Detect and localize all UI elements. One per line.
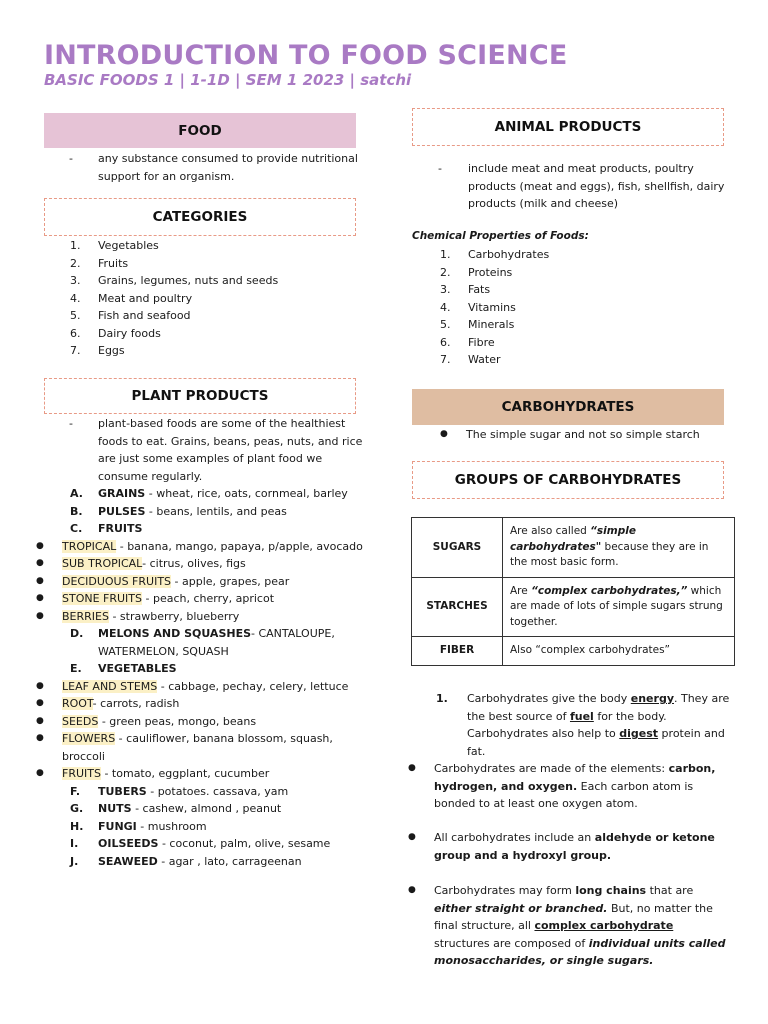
plant-item-fruits: C. FRUITS: [70, 522, 143, 535]
plant-item-seaweed: J. SEAWEED - agar , lato, carrageenan: [70, 854, 302, 868]
dash-marker: -: [438, 162, 442, 175]
table-row: STARCHES Are “complex carbohydrates,” which are made of lots of simple sugars strung together.: [412, 577, 735, 637]
list-item: 4. Meat and poultry: [70, 291, 193, 305]
list-item: ● ROOT- carrots, radish: [36, 697, 180, 710]
plant-item-nuts: G. NUTS - cashew, almond , peanut: [70, 802, 282, 815]
list-item: 1. Vegetables: [70, 239, 159, 252]
food-definition-text: any substance consumed to provide nutritional support for an organism.: [98, 152, 358, 183]
carb-note-elements: ● Carbohydrates are made of the elements: carbon, hydrogen, and oxygen. Each carbon atom is bonded to at least one oxygen atom.: [408, 762, 716, 810]
list-item: 7. Eggs: [70, 344, 125, 357]
page-subtitle: BASIC FOODS 1 | 1-1D | SEM 1 2023 | satchi: [44, 71, 412, 89]
plant-intro: [36, 415, 366, 485]
list-item: 4. Vitamins: [440, 300, 516, 314]
list-item: 2. Fruits: [70, 256, 129, 270]
list-item: 6. Dairy foods: [70, 326, 161, 340]
chemical-properties-heading: Chemical Properties of Foods:: [412, 230, 589, 242]
food-heading: FOOD: [44, 113, 356, 148]
list-item: ● DECIDUOUS FRUITS - apple, grapes, pear: [36, 574, 290, 588]
plant-item-pulses: B. PULSES - beans, lentils, and peas: [70, 504, 287, 518]
list-item: 6. Fibre: [440, 335, 495, 349]
carb-note-groups: ● All carbohydrates include an aldehyde or ketone group and a hydroxyl group.: [408, 831, 715, 862]
carbohydrate-groups-table: [411, 517, 735, 666]
carbohydrates-intro: ● The simple sugar and not so simple starch: [440, 426, 730, 444]
plant-products-heading: PLANT PRODUCTS: [44, 378, 356, 414]
plant-item-grains: A. GRAINS - wheat, rice, oats, cornmeal, barley: [70, 487, 348, 500]
list-item: ● BERRIES - strawberry, blueberry: [36, 609, 240, 623]
list-item: ● TROPICAL - banana, mango, papaya, p/apple, avocado: [36, 539, 363, 553]
food-definition: [44, 150, 360, 185]
list-item: 7. Water: [440, 353, 501, 366]
list-item: ● FLOWERS - cauliflower, banana blossom, squash, broccoli: [36, 732, 333, 763]
animal-products-heading: ANIMAL PRODUCTS: [412, 108, 724, 146]
carb-note-energy: 1. Carbohydrates give the body energy. They are the best source of fuel for the body. Carbohydrates also help to digest protein and fat.: [436, 692, 730, 758]
carb-note-structure: ● Carbohydrates may form long chains that are either straight or branched. But, no matter the final structure, all complex carbohydrate structures are composed of individual units called monosaccharides, or single sugars.: [408, 884, 726, 967]
list-item: 1. Carbohydrates: [440, 248, 550, 261]
plant-item-oilseeds: I. OILSEEDS - coconut, palm, olive, sesame: [70, 837, 331, 850]
dash-marker: -: [69, 417, 73, 430]
plant-item-fungi: H. FUNGI - mushroom: [70, 819, 207, 833]
list-item: ● SEEDS - green peas, mongo, beans: [36, 714, 257, 728]
list-item: ● FRUITS - tomato, eggplant, cucumber: [36, 767, 270, 780]
categories-list: [70, 237, 350, 360]
list-item: 3. Fats: [440, 283, 491, 296]
chemical-properties-list: [440, 246, 720, 369]
carbohydrates-heading: CARBOHYDRATES: [412, 389, 724, 425]
list-item: ● SUB TROPICAL- citrus, olives, figs: [36, 557, 246, 570]
bullet-marker: ●: [440, 429, 448, 439]
list-item: 2. Proteins: [440, 265, 513, 279]
list-item: ● STONE FRUITS - peach, cherry, apricot: [36, 592, 275, 605]
animal-products-text: - include meat and meat products, poultry products (meat and eggs), fish, shellfish, dairy products (milk and cheese): [412, 160, 730, 213]
table-row: FIBER Also “complex carbohydrates”: [412, 637, 735, 666]
plant-item-tubers: F. TUBERS - potatoes. cassava, yam: [70, 784, 289, 798]
plant-item-vegetables: E. VEGETABLES: [70, 662, 177, 675]
categories-heading: CATEGORIES: [44, 198, 356, 236]
list-item: 5. Minerals: [440, 318, 515, 331]
dash-marker: -: [69, 152, 73, 165]
list-item: 3. Grains, legumes, nuts and seeds: [70, 274, 279, 287]
page-title: INTRODUCTION TO FOOD SCIENCE: [44, 40, 568, 71]
plant-intro-text: plant-based foods are some of the healthiest foods to eat. Grains, beans, peas, nuts, and rice are just some examples of plant food we consume regularly.: [98, 417, 363, 483]
list-item: 5. Fish and seafood: [70, 309, 191, 322]
plant-products-section: [36, 415, 366, 870]
groups-heading: GROUPS OF CARBOHYDRATES: [412, 461, 724, 499]
list-item: ● LEAF AND STEMS - cabbage, pechay, celery, lettuce: [36, 679, 349, 693]
table-row: SUGARS Are also called “simple carbohydrates" because they are in the most basic form.: [412, 518, 735, 578]
plant-item-melons: D. MELONS AND SQUASHES- CANTALOUPE, WATERMELON, SQUASH: [70, 627, 335, 658]
